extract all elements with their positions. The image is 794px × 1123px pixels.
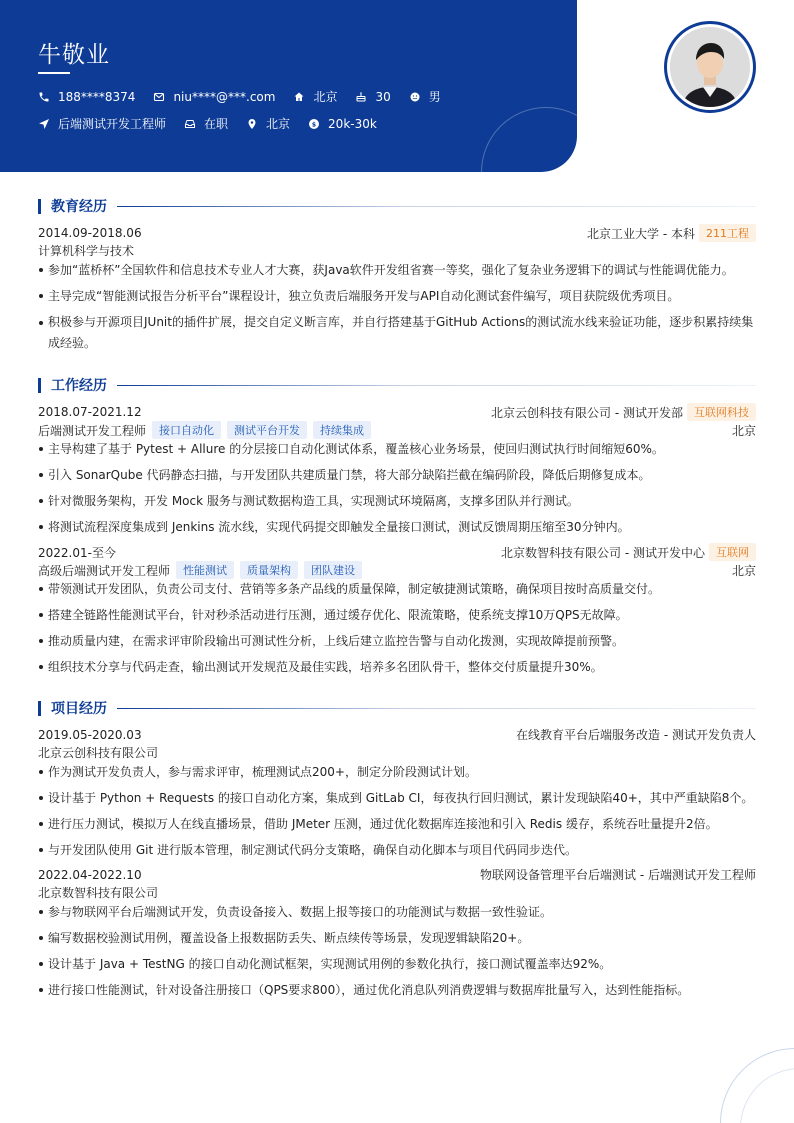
work-period: 2022.01-至今: [38, 545, 116, 560]
work-entry-header: [38, 543, 756, 561]
job-intent-row: [38, 115, 395, 132]
list-item: 作为测试开发负责人，参与需求评审，梳理测试点200+，制定分阶段测试计划。: [38, 759, 756, 785]
status-item: [184, 115, 228, 132]
section-divider: [117, 708, 756, 709]
home-icon: [293, 91, 305, 103]
name-underline: [38, 72, 70, 74]
job-role: 后端测试开发工程师: [38, 423, 147, 438]
work-entry-header: [38, 403, 756, 421]
skill-tag: 测试平台开发: [227, 421, 307, 439]
list-item: 参与物联网平台后端测试开发，负责设备接入、数据上报等接口的功能测试与数据一致性验证。: [38, 899, 756, 925]
education-title: 教育经历: [51, 199, 107, 215]
phone-item: [38, 90, 135, 104]
skill-tag: 质量架构: [240, 561, 298, 579]
school-tag: 211工程: [699, 224, 756, 242]
list-item: 主导构建了基于 Pytest + Allure 的分层接口自动化测试体系，覆盖核心业务场景，使回归测试执行时间缩短60%。: [38, 436, 756, 462]
skill-tag: 持续集成: [313, 421, 371, 439]
send-icon: [38, 118, 50, 130]
education-entry-header: [38, 224, 756, 242]
list-item: 进行压力测试，模拟万人在线直播场景，借助 JMeter 压测，通过优化数据库连接池和引入 Redis 缓存，系统吞吐量提升2倍。: [38, 811, 756, 837]
section-bar: [38, 378, 41, 393]
email-text: niu****@***.com: [173, 89, 276, 104]
project-entry-header: [38, 866, 756, 883]
money-icon: [308, 118, 320, 130]
phone-icon: [38, 91, 50, 103]
gender-item: [409, 88, 441, 105]
list-item: 参加“蓝桥杯”全国软件和信息技术专业人才大赛，获Java软件开发组省赛一等奖，强化了复杂业务逻辑下的调试与性能调优能力。: [38, 257, 756, 283]
avatar: [670, 27, 750, 107]
skill-tag: 团队建设: [304, 561, 362, 579]
school-name: 北京工业大学 - 本科: [587, 226, 695, 241]
major: 计算机科学与技术: [38, 244, 135, 258]
list-item: 引入 SonarQube 代码静态扫描，与开发团队共建质量门禁，将大部分缺陷拦截在编码阶段，降低后期修复成本。: [38, 462, 756, 488]
industry-tag: 互联网科技: [687, 403, 756, 421]
age-item: [355, 90, 390, 104]
location-pin-icon: [246, 118, 258, 130]
gender-icon: [409, 91, 421, 103]
status-text: 在职: [204, 117, 229, 131]
phone-text: 188****8374: [58, 89, 136, 104]
candidate-name: 牛敬业: [38, 42, 110, 68]
job-role: 高级后端测试开发工程师: [38, 563, 171, 578]
target-job-text: 后端测试开发工程师: [58, 117, 167, 131]
svg-text:$: $: [311, 120, 317, 128]
list-item: 组织技术分享与代码走查，输出测试开发规范及最佳实践，培养多名团队骨干，整体交付质量提升30%。: [38, 654, 756, 680]
section-divider: [117, 206, 756, 207]
city-text: 北京: [313, 90, 338, 104]
project-name-role: 物联网设备管理平台后端测试 - 后端测试开发工程师: [480, 868, 756, 882]
list-item: 积极参与开源项目JUnit的插件扩展，提交自定义断言库，并自行搭建基于GitHub Actions的测试流水线来验证功能，逐步积累持续集成经验。: [38, 312, 756, 354]
list-item: 搭建全链路性能测试平台，针对秒杀活动进行压测，通过缓存优化、限流策略，使系统支撑10万QPS无故障。: [38, 602, 756, 628]
company-name: 北京数智科技有限公司 - 测试开发中心: [501, 545, 705, 560]
project-company: 北京云创科技有限公司: [38, 746, 159, 760]
salary-item: [308, 117, 377, 131]
resume-header: [0, 0, 577, 172]
list-item: 进行接口性能测试，针对设备注册接口（QPS要求800），通过优化消息队列消费逻辑与数据库批量写入，达到性能指标。: [38, 977, 756, 1003]
list-item: 设计基于 Java + TestNG 的接口自动化测试框架，实现测试用例的参数化执行，接口测试覆盖率达92%。: [38, 951, 756, 977]
target-city-item: [246, 115, 290, 132]
job-location: 北京: [731, 423, 756, 438]
project-period: 2022.04-2022.10: [38, 867, 142, 882]
company-name: 北京云创科技有限公司 - 测试开发部: [491, 405, 683, 420]
mail-icon: [153, 91, 165, 103]
salary-text: 20k-30k: [328, 116, 377, 131]
target-city-text: 北京: [266, 117, 291, 131]
list-item: 编写数据校验测试用例，覆盖设备上报数据防丢失、断点续传等场景，发现逻辑缺陷20+。: [38, 925, 756, 951]
work-period: 2018.07-2021.12: [38, 405, 142, 419]
list-item: 与开发团队使用 Git 进行版本管理，制定测试代码分支策略，确保自动化脚本与项目代码同步迭代。: [38, 837, 756, 863]
list-item: 带领测试开发团队，负责公司支付、营销等多条产品线的质量保障，制定敏捷测试策略，确保项目按时高质量交付。: [38, 576, 756, 602]
education-section-title: [38, 196, 756, 216]
project-entry-header: [38, 726, 756, 743]
industry-tag: 互联网: [709, 543, 756, 561]
project-title: 项目经历: [51, 701, 107, 717]
email-item: [153, 90, 275, 104]
project-period: 2019.05-2020.03: [38, 727, 142, 742]
project-company: 北京数智科技有限公司: [38, 886, 159, 900]
avatar-frame: [664, 21, 756, 113]
city-item: [293, 88, 337, 105]
project-section-title: [38, 698, 756, 718]
list-item: 主导完成“智能测试报告分析平台”课程设计，独立负责后端服务开发与API自动化测试套件编写，项目获院级优秀项目。: [38, 283, 756, 309]
list-item: 将测试流程深度集成到 Jenkins 流水线，实现代码提交即触发全量接口测试，测试反馈周期压缩至30分钟内。: [38, 514, 756, 540]
contact-row: [38, 88, 459, 105]
section-divider: [117, 385, 756, 386]
work-title: 工作经历: [51, 378, 107, 394]
section-bar: [38, 701, 41, 716]
gender-text: 男: [428, 90, 441, 104]
work-section-title: [38, 375, 756, 395]
list-item: 针对微服务架构，开发 Mock 服务与测试数据构造工具，实现测试环境隔离，支撑多团队并行测试。: [38, 488, 756, 514]
cake-icon: [355, 91, 367, 103]
list-item: 推动质量内建，在需求评审阶段输出可测试性分析，上线后建立监控告警与自动化拨测，实现故障提前预警。: [38, 628, 756, 654]
project-name-role: 在线教育平台后端服务改造 - 测试开发负责人: [516, 728, 756, 742]
inbox-icon: [184, 118, 196, 130]
skill-tag: 性能测试: [176, 561, 234, 579]
portrait-photo: [670, 27, 750, 107]
job-location: 北京: [731, 563, 756, 578]
list-item: 设计基于 Python + Requests 的接口自动化方案，集成到 GitLab CI，每夜执行回归测试，累计发现缺陷40+，其中严重缺陷8个。: [38, 785, 756, 811]
section-bar: [38, 199, 41, 214]
target-job-item: [38, 115, 166, 132]
age-text: 30: [375, 89, 391, 104]
skill-tag: 接口自动化: [152, 421, 221, 439]
education-period: 2014.09-2018.06: [38, 226, 142, 240]
decorative-circle: [481, 107, 577, 172]
